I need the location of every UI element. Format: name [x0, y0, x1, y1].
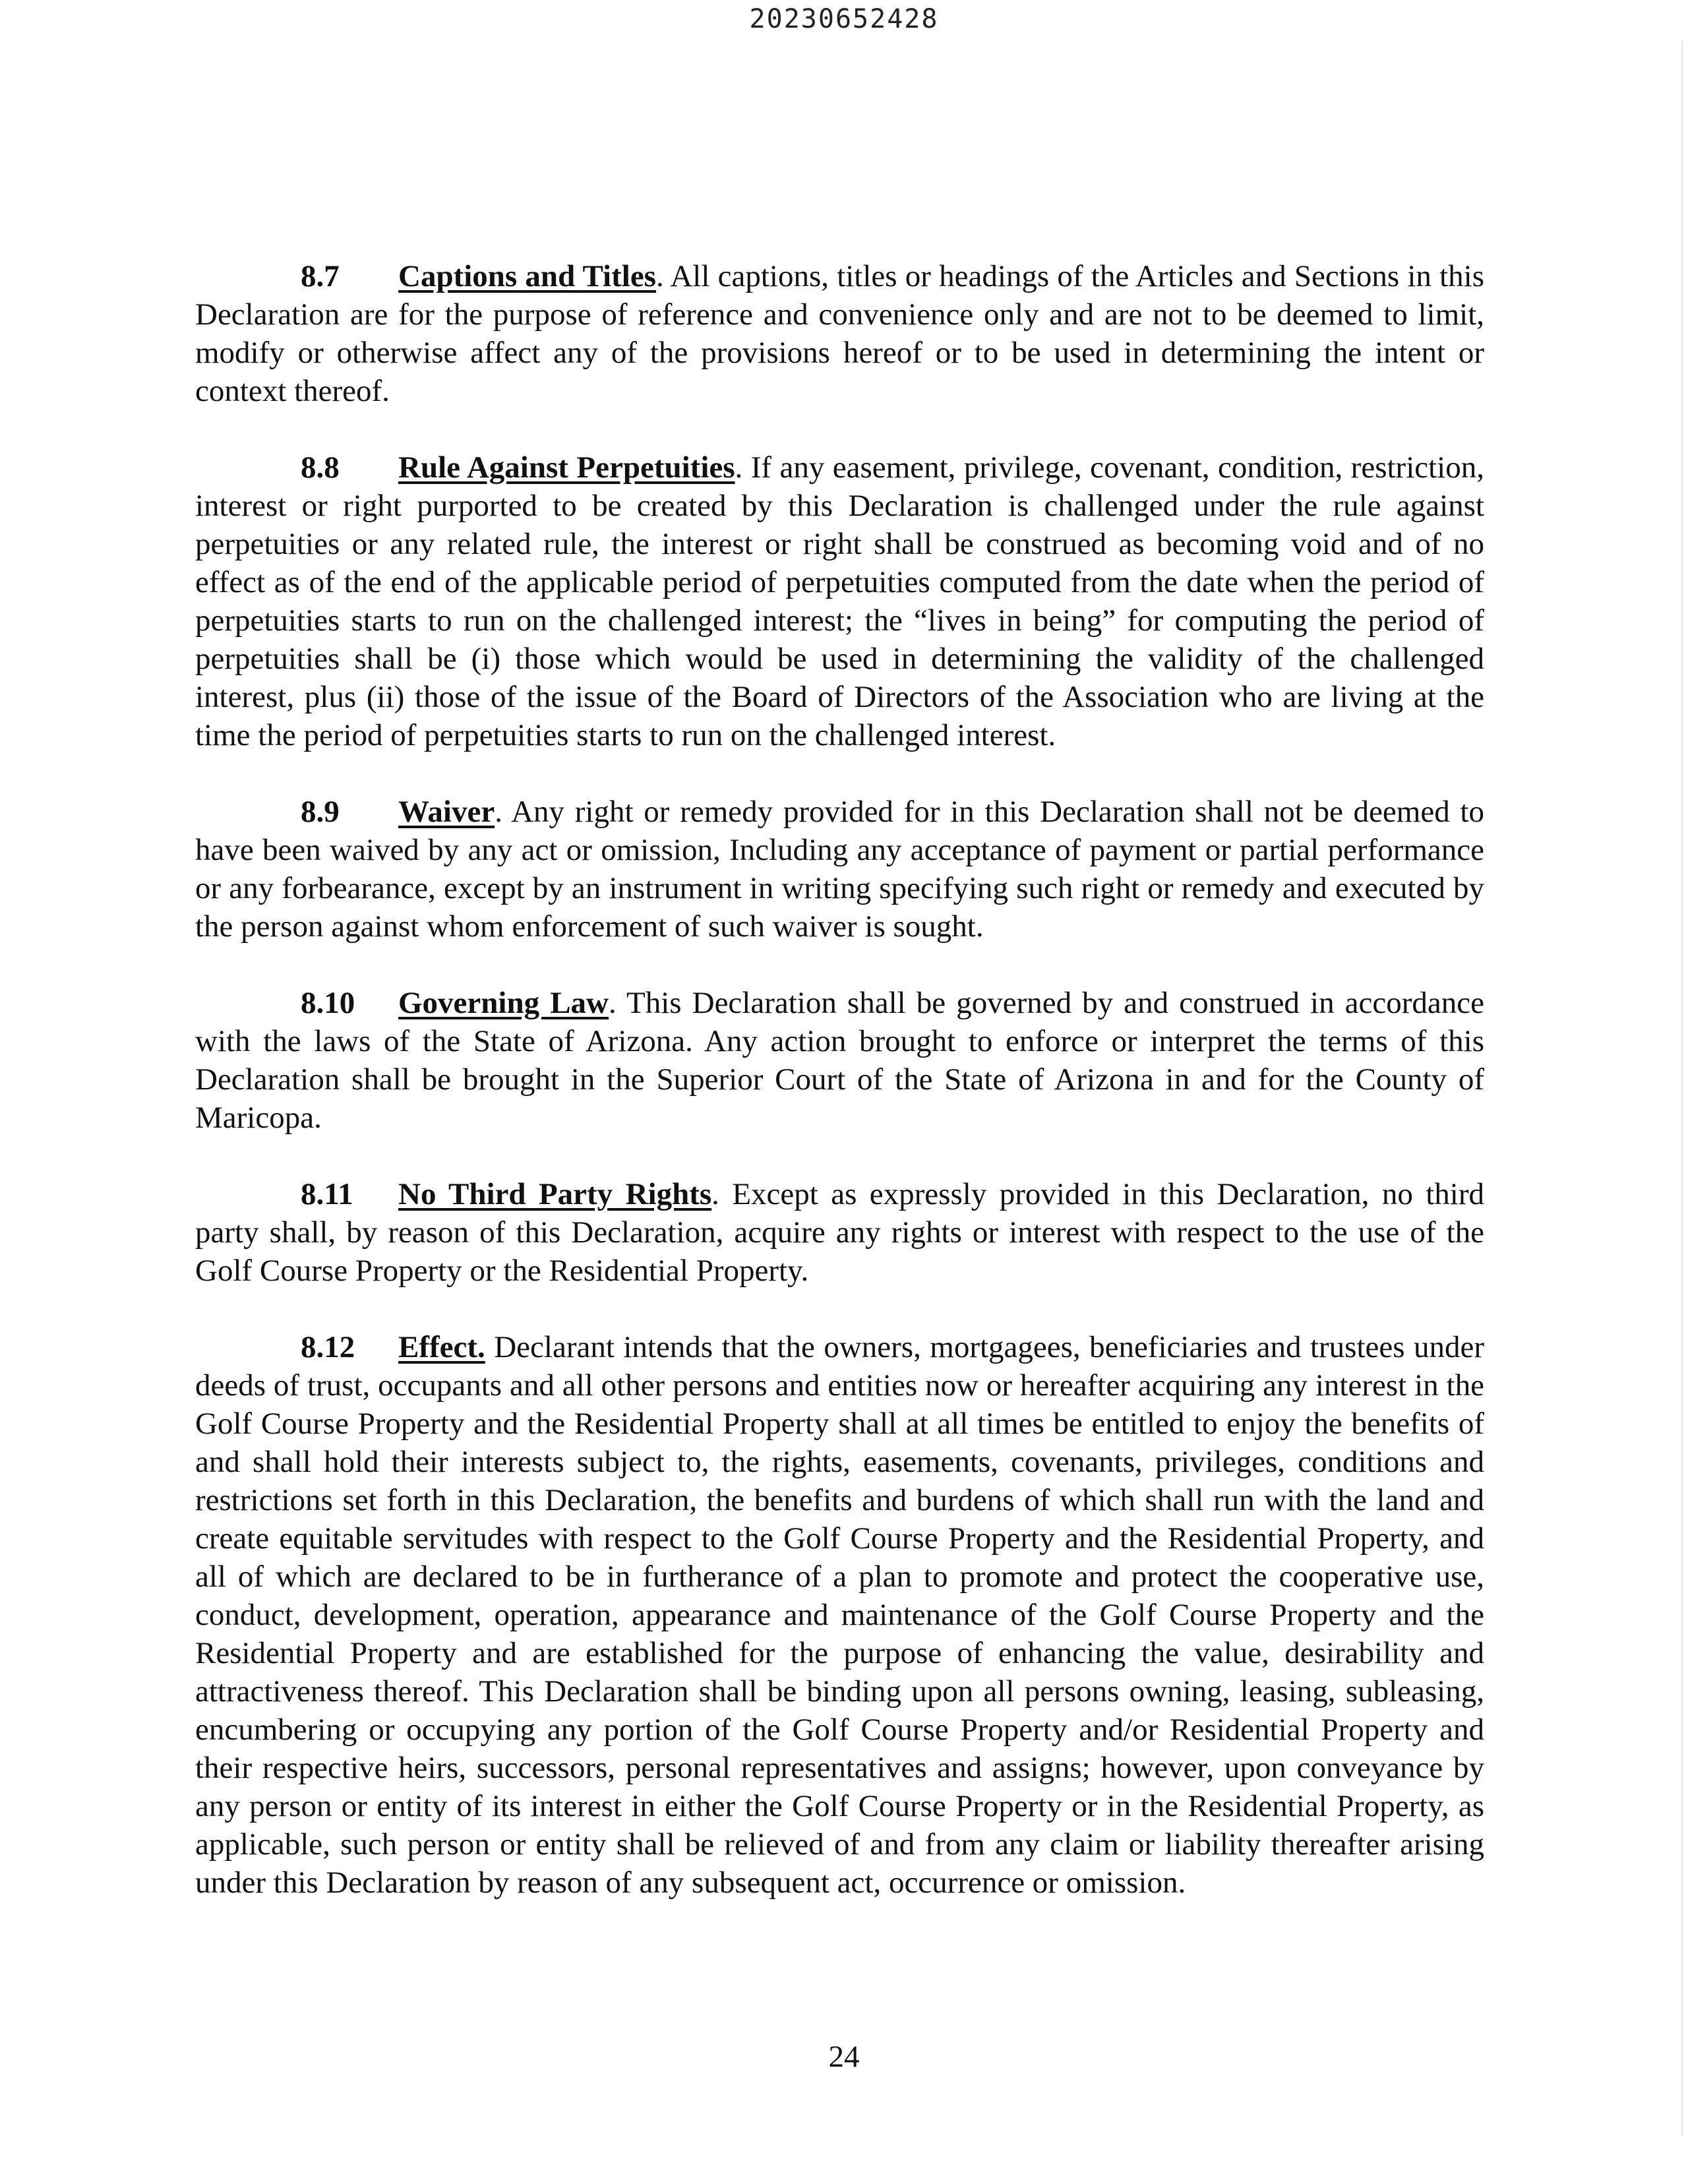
section-heading: Rule Against Perpetuities — [398, 450, 735, 485]
section-number: 8.10 — [301, 986, 355, 1020]
section-text: Except as expressly provided in this Declaration, no third party shall, by reason of this Declaration, acquire any rights or interest with respect to the use of the Golf Course Property or the Residential Property. — [195, 1177, 1484, 1288]
scan-edge-line — [1681, 40, 1683, 2137]
section-8-7 — [195, 257, 1484, 410]
heading-punctuation: . — [655, 259, 664, 293]
section-heading: Waiver — [398, 795, 495, 829]
section-text: Any right or remedy provided for in this Declaration shall not be deemed to have been waived by any act or omission, Including any acceptance of payment or partial performance or any forbearance, except by an instrument in writing specifying such right or remedy and executed by the person against whom enforcement of such waiver is sought. — [195, 795, 1484, 944]
document-body — [195, 257, 1484, 1940]
recording-number: 20230652428 — [749, 4, 939, 34]
section-number: 8.9 — [301, 795, 340, 829]
heading-punctuation: . — [495, 795, 502, 829]
heading-punctuation: . — [735, 450, 743, 485]
section-text: All captions, titles or headings of the Articles and Sections in this Declaration are for the purpose of reference and convenience only and are not to be deemed to limit, modify or otherwise affect any of the provisions hereof or to be used in determining the intent or context thereof. — [195, 259, 1484, 408]
section-heading: Effect. — [398, 1330, 485, 1364]
section-number: 8.12 — [301, 1330, 355, 1364]
section-text: Declarant intends that the owners, mortgagees, beneficiaries and trustees under deeds of trust, occupants and all other persons and entities now or hereafter acquiring any interest in the Golf Course Property and the Residential Property shall at all times be entitled to enjoy the benefits of and shall hold their interests subject to, the rights, easements, covenants, privileges, conditions and restrictions set forth in this Declaration, the benefits and burdens of which shall run with the land and create equitable servitudes with respect to the Golf Course Property and the Residential Property, and all of which are declared to be in furtherance of a plan to promote and protect the cooperative use, conduct, development, operation, appearance and maintenance of the Golf Course Property and the Residential Property and are established for the purpose of enhancing the value, desirability and attractiveness thereof. This Declaration shall be binding upon all persons owning, leasing, subleasing, encumbering or occupying any portion of the Golf Course Property and/or Residential Property and their respective heirs, successors, personal representatives and assigns; however, upon conveyance by any person or entity of its interest in either the Golf Course Property or in the Residential Property, as applicable, such person or entity shall be relieved of and from any claim or liability thereafter arising under this Declaration by reason of any subsequent act, occurrence or omission. — [195, 1330, 1484, 1900]
section-heading: No Third Party Rights — [398, 1177, 712, 1211]
section-number: 8.8 — [301, 450, 340, 485]
section-text: If any easement, privilege, covenant, condition, restriction, interest or right purported to be created by this Declaration is challenged under the rule against perpetuities or any related rule, the interest or right shall be construed as becoming void and of no effect as of the end of the applicable period of perpetuities computed from the date when the period of perpetuities starts to run on the challenged interest; the “lives in being” for computing the period of perpetuities shall be (i) those which would be used in determining the validity of the challenged interest, plus (ii) those of the issue of the Board of Directors of the Association who are living at the time the period of perpetuities starts to run on the challenged interest. — [195, 450, 1484, 752]
section-number: 8.7 — [301, 259, 340, 293]
section-8-9 — [195, 793, 1484, 946]
section-text: This Declaration shall be governed by and construed in accordance with the laws of the State of Arizona. Any action brought to enforce or interpret the terms of this Declaration shall be brought in the Superior Court of the State of Arizona in and for the County of Maricopa. — [195, 986, 1484, 1135]
heading-punctuation: . — [711, 1177, 719, 1211]
section-heading: Captions and Titles — [398, 259, 656, 293]
section-8-8 — [195, 448, 1484, 754]
heading-punctuation: . — [609, 986, 617, 1020]
section-8-10 — [195, 984, 1484, 1137]
page-number: 24 — [828, 2040, 860, 2074]
section-heading: Governing Law — [398, 986, 609, 1020]
section-number: 8.11 — [301, 1177, 353, 1211]
section-8-11 — [195, 1175, 1484, 1290]
section-8-12 — [195, 1328, 1484, 1902]
